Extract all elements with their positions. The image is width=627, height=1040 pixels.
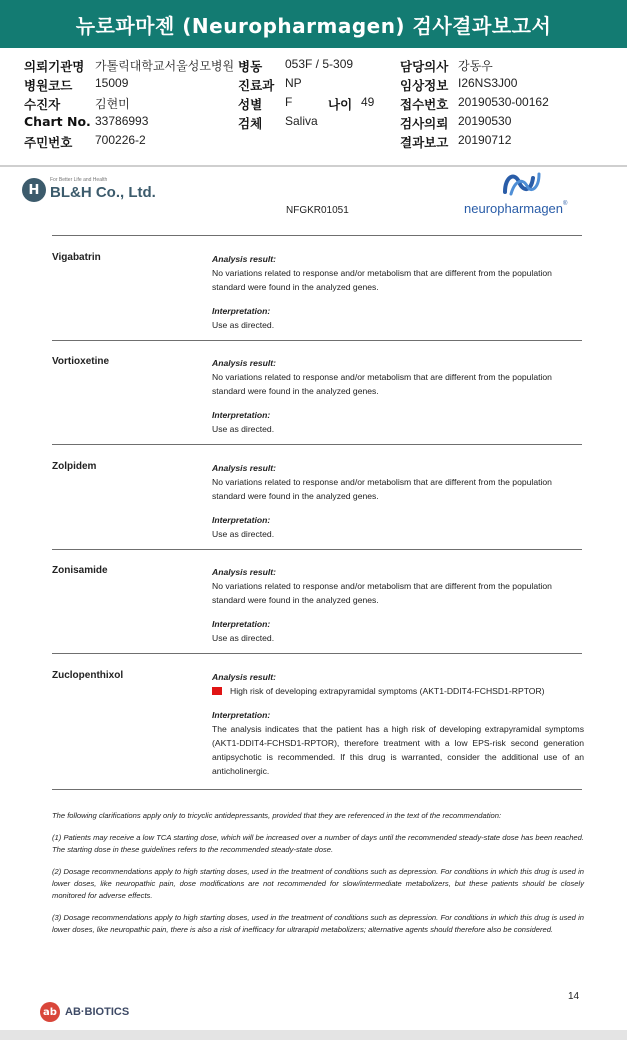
registered-mark: ® (563, 201, 568, 207)
blh-company-name: BL&H Co., Ltd. (50, 184, 156, 201)
neuropharmagen-wordmark (464, 201, 567, 216)
drug-details (212, 356, 584, 436)
drug-name: Vortioxetine (52, 356, 110, 367)
receipt-number-label: 접수번호 (400, 97, 449, 112)
report-date-value: 20190712 (458, 133, 512, 147)
analysis-result-text: No variations related to response and/or metabolism that are different from the population standard were found in the analyzed genes. (212, 477, 552, 501)
neuropharmagen-logo (455, 166, 595, 218)
ab-biotics-logo (40, 1002, 160, 1024)
request-date-value: 20190530 (458, 114, 512, 128)
ward-label: 병동 (238, 59, 263, 74)
sex-label: 성별 (238, 97, 263, 112)
institution-value: 가톨릭대학교서울성모병원 (95, 59, 235, 73)
clinical-info-label: 임상정보 (400, 78, 449, 93)
risk-alert (212, 684, 584, 698)
department-value: NP (285, 76, 302, 90)
analysis-result-text: High risk of developing extrapyramidal symptoms (AKT1-DDIT4-FCHSD1-RPTOR) (230, 686, 545, 696)
clarification-notes (52, 810, 584, 946)
analysis-result-text: No variations related to response and/or metabolism that are different from the population standard were found in the analyzed genes. (212, 268, 552, 292)
section-divider (52, 789, 582, 790)
doctor-label: 담당의사 (400, 59, 449, 74)
note-intro: The following clarifications apply only to tricyclic antidepressants, provided that they are referenced in the text of the recommendation: (52, 811, 502, 820)
resident-number-label: 주민번호 (24, 135, 73, 150)
ward-value: 053F / 5-309 (285, 57, 354, 71)
analysis-result-text: No variations related to response and/or metabolism that are different from the population standard were found in the analyzed genes. (212, 372, 552, 396)
institution-label: 의뢰기관명 (24, 59, 85, 74)
drug-name: Zonisamide (52, 565, 108, 576)
drug-details (212, 670, 584, 778)
interpretation-text: The analysis indicates that the patient has a high risk of developing extrapyramidal symptoms (AKT1-DDIT4-FCHSD1-RPTOR), therefore treatment with a low EPS-risk second generation antipsychotic is recommended. If this drug is warranted, consider the additional use of an anticholinergic. (212, 724, 584, 776)
request-date-label: 검사의뢰 (400, 116, 449, 131)
document-code: NFGKR01051 (286, 205, 349, 216)
section-divider (52, 549, 582, 550)
drug-details (212, 252, 584, 332)
hospital-code-value: 15009 (95, 76, 129, 90)
ab-biotics-mark-icon: ab (40, 1002, 60, 1022)
age-value: 49 (361, 95, 375, 109)
note-1: (1) Patients may receive a low TCA starting dose, which will be increased over a number of days until the recommended steady-state dose has been reached. The starting dose in these guidelines refers to the recommended steady-state dose. (52, 833, 584, 854)
drug-details (212, 565, 584, 645)
receipt-number-value: 20190530-00162 (458, 95, 549, 109)
section-divider (52, 235, 582, 236)
neuropharmagen-name: neuropharmagen (464, 201, 564, 216)
drug-name: Vigabatrin (52, 252, 101, 263)
interpretation-text: Use as directed. (212, 424, 275, 434)
section-divider (52, 653, 582, 654)
interpretation-text: Use as directed. (212, 529, 275, 539)
blh-logo (22, 175, 172, 209)
page-bottom-band (0, 1030, 627, 1040)
high-risk-icon (212, 687, 222, 695)
chart-no-label: Chart No. (24, 114, 91, 129)
chart-no-value: 33786993 (95, 114, 149, 128)
interpretation-heading: Interpretation: (212, 619, 271, 629)
examinee-label: 수진자 (24, 97, 61, 112)
section-divider (52, 444, 582, 445)
interpretation-heading: Interpretation: (212, 515, 271, 525)
analysis-result-heading: Analysis result: (212, 672, 276, 682)
section-divider (52, 340, 582, 341)
interpretation-text: Use as directed. (212, 320, 275, 330)
specimen-value: Saliva (285, 114, 318, 128)
drug-name: Zolpidem (52, 461, 97, 472)
resident-number-value: 700226-2 (95, 133, 146, 147)
interpretation-text: Use as directed. (212, 633, 275, 643)
page-number: 14 (568, 991, 580, 1002)
sex-value: F (285, 95, 293, 109)
analysis-result-heading: Analysis result: (212, 567, 276, 577)
drug-name: Zuclopenthixol (52, 670, 124, 681)
blh-tagline: For Better Life and Health (50, 177, 108, 183)
analysis-result-text: No variations related to response and/or metabolism that are different from the population standard were found in the analyzed genes. (212, 581, 552, 605)
interpretation-heading: Interpretation: (212, 410, 271, 420)
note-2: (2) Dosage recommendations apply to high starting doses, used in the treatment of conditions such as depression. For conditions in which this drug is used in lower doses, like neuropathic pain, dose modifications are not recommended for slow/intermediate metabolizers, but these patients should be closely monitored for adverse effects. (52, 867, 584, 900)
interpretation-heading: Interpretation: (212, 710, 271, 720)
interpretation-heading: Interpretation: (212, 306, 271, 316)
analysis-result-heading: Analysis result: (212, 358, 276, 368)
hospital-code-label: 병원코드 (24, 78, 73, 93)
doctor-value: 강동우 (458, 59, 493, 73)
ab-biotics-name: AB·BIOTICS (65, 1006, 130, 1018)
note-3: (3) Dosage recommendations apply to high starting doses, used in the treatment of conditions such as depression. For conditions in which this drug is used in lower doses, like neuropathic pain, there is also a risk of inefficacy for ultrarapid metabolizers; alternative agents should therefore also be considered. (52, 913, 584, 934)
neuropharmagen-wave-icon (501, 168, 543, 198)
examinee-value: 김현미 (95, 97, 130, 111)
age-label: 나이 (328, 97, 353, 112)
patient-info-panel (0, 52, 627, 164)
specimen-label: 검체 (238, 116, 263, 131)
clinical-info-value: I26NS3J00 (458, 76, 518, 90)
department-label: 진료과 (238, 78, 275, 93)
report-date-label: 결과보고 (400, 135, 449, 150)
drug-details (212, 461, 584, 541)
blh-mark-icon: H (22, 178, 46, 202)
report-title: 뉴로파마젠 (Neuropharmagen) 검사결과보고서 (0, 0, 627, 48)
analysis-result-heading: Analysis result: (212, 254, 276, 264)
analysis-result-heading: Analysis result: (212, 463, 276, 473)
